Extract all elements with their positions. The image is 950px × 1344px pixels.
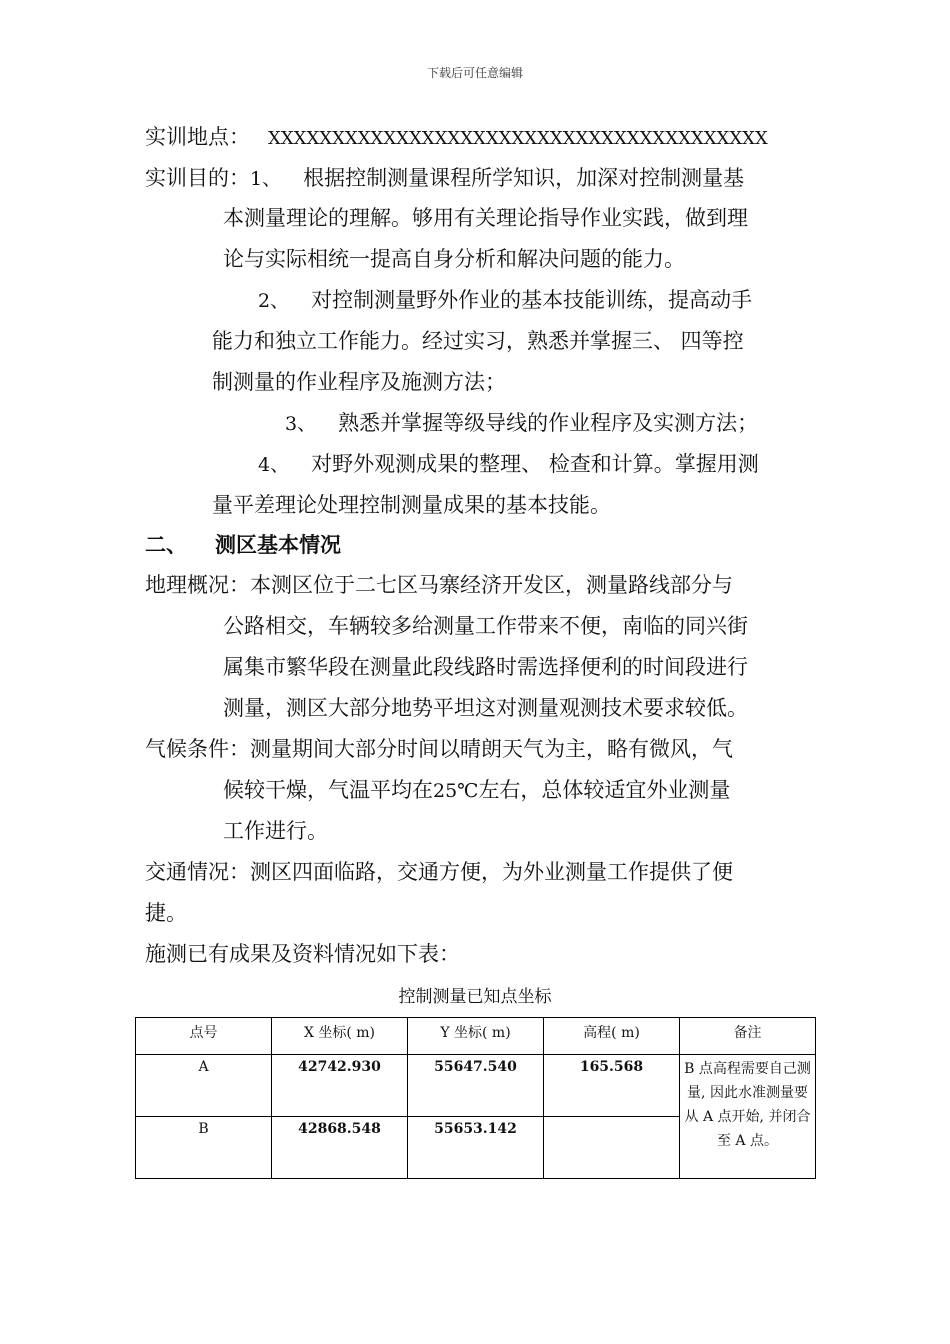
traffic-line-1: 测区四面临路，交通方便，为外业测量工作提供了便 — [250, 860, 733, 884]
item-4-line-1: 对野外观测成果的整理、 检查和计算。掌握用测 — [311, 452, 759, 476]
geo-line-4: 测量，测区大部分地势平坦这对测量观测技术要求较低。 — [223, 696, 748, 720]
cell-x: 42868.548 — [272, 1117, 408, 1179]
header-elevation: 高程( m) — [544, 1018, 680, 1055]
cell-x: 42742.930 — [272, 1055, 408, 1117]
climate-line-3: 工作进行。 — [223, 819, 328, 843]
climate-line — [145, 735, 733, 763]
purpose-label: 实训目的： — [145, 166, 250, 190]
item-4-number: 4、 — [258, 454, 290, 476]
header-y: Y 坐标( m) — [408, 1018, 544, 1055]
location-label: 实训地点： — [145, 125, 250, 149]
header-x: X 坐标( m) — [272, 1018, 408, 1055]
cell-y: 55653.142 — [408, 1117, 544, 1179]
section-2-title: 测区基本情况 — [215, 533, 341, 557]
item-2-line-2: 能力和独立工作能力。经过实习，熟悉并掌握三、 四等控 — [212, 329, 744, 353]
item-4-first-line — [258, 450, 759, 479]
cell-note: B 点高程需要自己测量, 因此水准测量要从 A 点开始, 并闭合至 A 点。 — [680, 1055, 816, 1179]
section-2-heading — [145, 531, 341, 559]
climate-line-2 — [223, 776, 730, 805]
item-2-line-1: 对控制测量野外作业的基本技能训练，提高动手 — [311, 288, 753, 312]
item-2-first-line — [258, 286, 752, 315]
cell-point: A — [136, 1055, 272, 1117]
item-1-line-3: 论与实际相统一提高自身分析和解决问题的能力。 — [223, 247, 685, 271]
traffic-line — [145, 858, 733, 886]
traffic-line-2: 捷。 — [145, 901, 187, 925]
item-3-number: 3、 — [285, 413, 317, 435]
table-row — [136, 1055, 816, 1117]
item-1-line-2: 本测量理论的理解。够用有关理论指导作业实践，做到理 — [223, 206, 748, 230]
header-note: 备注 — [680, 1018, 816, 1055]
item-1-number: 1、 — [250, 168, 282, 190]
item-3-line-1: 熟悉并掌握等级导线的作业程序及实测方法； — [338, 411, 759, 435]
cell-y: 55647.540 — [408, 1055, 544, 1117]
item-4-line-2: 量平差理论处理控制测量成果的基本技能。 — [212, 493, 611, 517]
climate-line-2b: 左右，总体较适宜外业测量 — [478, 778, 731, 802]
location-value: XXXXXXXXXXXXXXXXXXXXXXXXXXXXXXXXXXXXXXX — [268, 128, 768, 149]
table-caption: 控制测量已知点坐标 — [398, 987, 552, 1007]
page-header: 下载后可任意编辑 — [426, 66, 523, 80]
climate-line-2a: 候较干燥，气温平均在 — [223, 778, 433, 802]
cell-point: B — [136, 1117, 272, 1179]
purpose-line — [145, 164, 744, 193]
item-2-line-3: 制测量的作业程序及施测方法； — [212, 370, 506, 394]
temperature-value: 25℃ — [433, 780, 479, 802]
geo-line-1: 本测区位于二七区马寨经济开发区，测量路线部分与 — [250, 573, 733, 597]
traffic-label: 交通情况： — [145, 860, 250, 884]
item-1-line-1: 根据控制测量课程所学知识，加深对控制测量基 — [303, 166, 745, 190]
coordinates-table — [135, 1017, 816, 1179]
geo-line — [145, 571, 733, 599]
item-2-number: 2、 — [258, 290, 290, 312]
section-2-number: 二、 — [145, 533, 187, 557]
table-header-row — [136, 1018, 816, 1055]
cell-elevation: 165.568 — [544, 1055, 680, 1117]
existing-results-line: 施测已有成果及资料情况如下表： — [145, 942, 460, 966]
geo-label: 地理概况： — [145, 573, 250, 597]
geo-line-3: 属集市繁华段在测量此段线路时需选择便利的时间段进行 — [223, 655, 748, 679]
location-line — [145, 123, 768, 153]
climate-label: 气候条件： — [145, 737, 250, 761]
item-3-line — [285, 409, 758, 438]
header-point: 点号 — [136, 1018, 272, 1055]
geo-line-2: 公路相交，车辆较多给测量工作带来不便，南临的同兴街 — [223, 614, 748, 638]
climate-line-1: 测量期间大部分时间以晴朗天气为主，略有微风，气 — [250, 737, 733, 761]
cell-elevation — [544, 1117, 680, 1179]
